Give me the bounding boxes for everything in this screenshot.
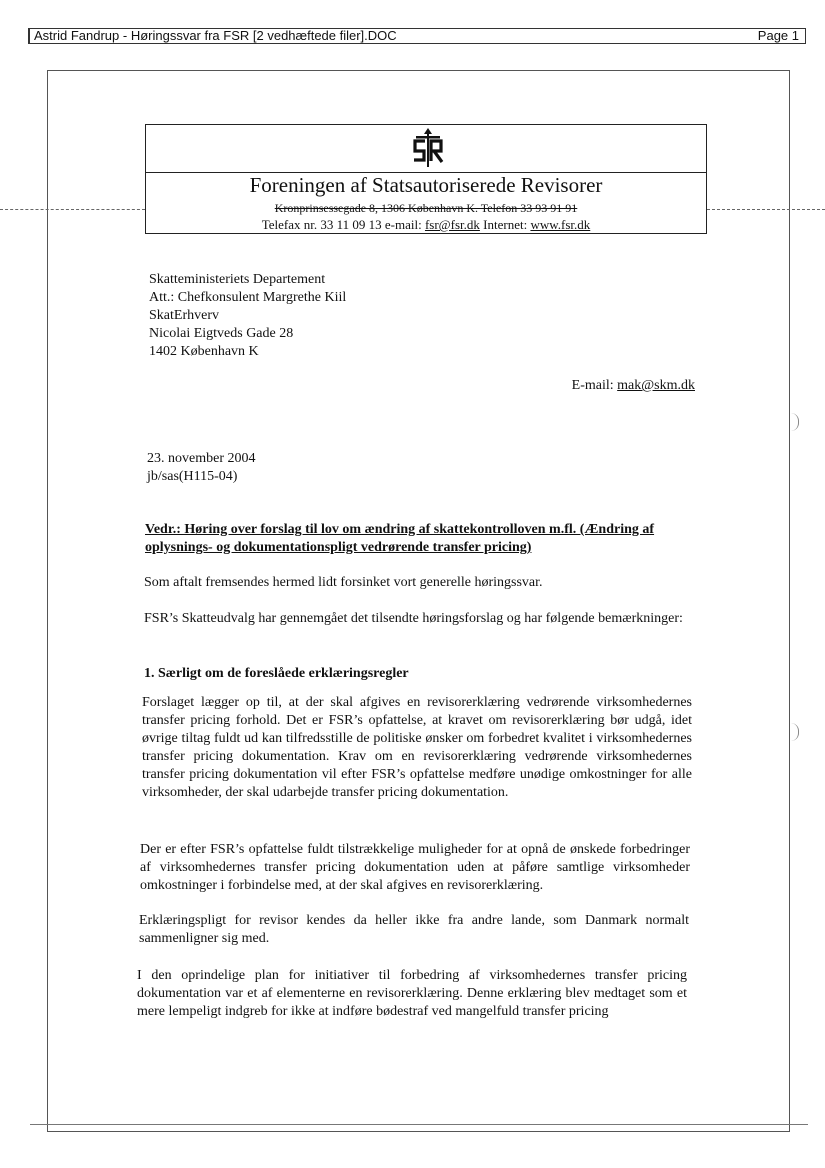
subject-line: Vedr.: Høring over forslag til lov om ændring af skattekontrolloven m.fl. (Ændring af [145,522,655,537]
page-bottom-rule [30,1124,808,1125]
recipient-line: Skatteministeriets Departement [149,272,326,287]
contact-email-link[interactable]: fsr@fsr.dk [424,217,480,232]
body-paragraph: Forslaget lægger op til, at der skal afgives en revisorerklæring vedrørende virksomhedernes transfer pricing forhold. Det er FSR’s opfattelse, at kravet om revisorerklæring bør udgå, idet øvrige tiltag fuldt ud kan tilfredsstille de politiske ønsker om forbedret kvalitet i virksomhedernes transfer pricing dokumentation. Krav om en revisorerklæring vedrørende virksomhedernes transfer pricing dokumentation vil efter FSR’s opfattelse medføre unødige omkostninger for alle virksomheder, der skal udarbejde transfer pricing dokumentation. [142,695,692,800]
recipient-email [572,377,695,395]
letter-reference: jb/sas(H115-04) [147,469,238,484]
body-paragraph: Der er efter FSR’s opfattelse fuldt tilstrækkelige muligheder for at opnå de ønskede forbedringer af virksomhedernes transfer pricing dokumentation uden at påføre samtlige virksomheder omkostninger i forbindelse med, at der skal afgives en revisorerklæring. [140,842,690,893]
recipient-line: 1402 København K [149,344,259,359]
subject-line: oplysnings- og dokumentationspligt vedrørende transfer pricing) [145,540,532,555]
body-paragraph: I den oprindelige plan for initiativer til forbedring af virksomhedernes transfer pricing dokumentation var et af elementerne en revisorerklæring. Denne erklæring blev medtaget som et mere lempeligt indgreb for ikke at indføre bødestraf ved mangelfuld transfer pricing [137,968,687,1019]
document-header-bar [28,28,806,44]
letterhead [145,124,707,234]
scan-dash-line-left [0,209,145,210]
scan-mark [790,413,799,431]
section-heading: 1. Særligt om de foreslåede erklæringsregler [144,666,409,681]
organization-contact [146,217,706,233]
scan-mark [790,723,799,741]
recipient-line: SkatErhverv [149,308,219,323]
body-paragraph: Som aftalt fremsendes hermed lidt forsinket vort generelle høringssvar. [144,575,543,590]
website-link[interactable]: www.fsr.dk [530,217,591,232]
contact-fax: Telefax nr. 33 11 09 13 e-mail: [261,217,425,232]
letter-date: 23. november 2004 [147,451,256,466]
body-paragraph: FSR’s Skatteudvalg har gennemgået det tilsendte høringsforslag og har følgende bemærkninger: [144,611,683,626]
fsr-logo-icon [408,127,448,169]
document-title: Astrid Fandrup - Høringssvar fra FSR [2 vedhæftede filer].DOC [34,28,397,43]
recipient-line: Nicolai Eigtveds Gade 28 [149,326,294,341]
body-paragraph: Erklæringspligt for revisor kendes da heller ikke fra andre lande, som Danmark normalt sammenligner sig med. [139,913,689,946]
recipient-email-label: E-mail: [571,378,618,393]
scan-dash-line-right [707,209,825,210]
recipient-email-link[interactable]: mak@skm.dk [617,378,695,393]
contact-internet-label: Internet: [479,217,531,232]
organization-name: Foreningen af Statsautoriserede Revisorer [249,173,603,197]
recipient-line: Att.: Chefkonsulent Margrethe Kiil [149,290,347,305]
page-number: Page 1 [757,28,799,43]
organization-address: Kronprinsessegade 8, 1306 København K. Telefon 33 93 91 91 [274,201,578,215]
